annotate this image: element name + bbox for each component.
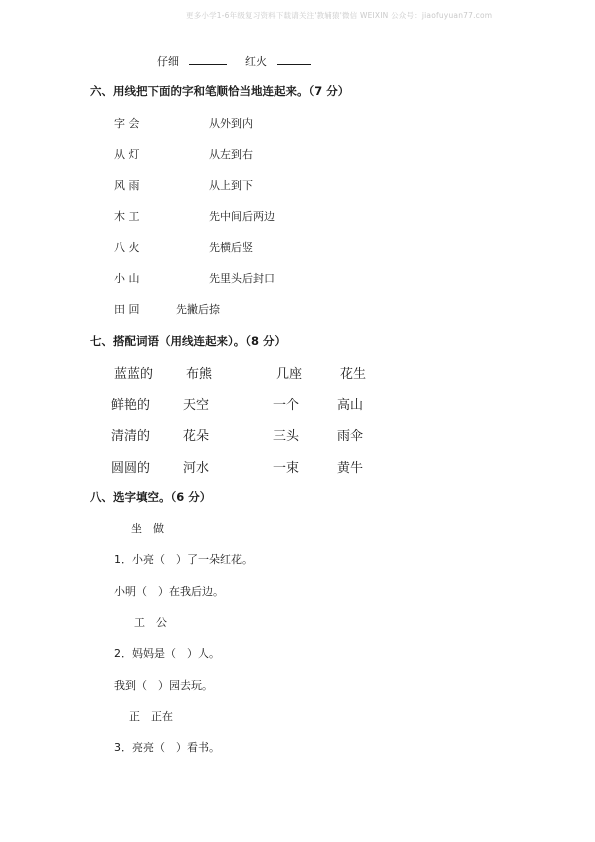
s7-col4-item: 高山 xyxy=(337,398,364,413)
fill-item-2 xyxy=(245,52,311,69)
watermark-text: 更多小学1-6年级复习资料下载请关注'教辅猿'微信 WEIXIN 公众号：jiaofuyuan77.com xyxy=(186,11,493,20)
s6-right-item: 先撇后捺 xyxy=(176,303,220,316)
s7-col2-item: 河水 xyxy=(183,461,210,476)
s8-question-1a: 1．小亮（ ）了一朵红花。 xyxy=(114,553,253,566)
s6-left-item: 八 火 xyxy=(114,241,140,254)
s8-choice-pair-1: 坐 做 xyxy=(131,522,164,535)
s7-col1-item: 圆圆的 xyxy=(111,461,151,476)
s8-choice-pair-2: 工 公 xyxy=(134,616,167,629)
s6-right-item: 先中间后两边 xyxy=(209,210,275,223)
s7-col3-item: 一束 xyxy=(273,461,300,476)
fill-item-1 xyxy=(157,52,227,69)
s7-col1-item: 蓝蓝的 xyxy=(114,367,154,382)
s8-question-3a: 3．亮亮（ ）看书。 xyxy=(114,741,220,754)
s6-left-item: 字 会 xyxy=(114,117,140,130)
s8-choice-pair-3: 正 正在 xyxy=(129,710,173,723)
fill-blank-1[interactable] xyxy=(189,52,227,65)
fill-item-2-label: 红火 xyxy=(245,55,267,68)
s6-right-item: 先里头后封口 xyxy=(209,272,275,285)
s8-question-2b: 我到（ ）园去玩。 xyxy=(114,679,213,692)
fill-item-1-label: 仔细 xyxy=(157,55,179,68)
s7-col3-item: 一个 xyxy=(273,398,300,413)
s6-left-item: 小 山 xyxy=(114,272,140,285)
s6-left-item: 风 雨 xyxy=(114,179,140,192)
s6-left-item: 木 工 xyxy=(114,210,140,223)
s7-col3-item: 三头 xyxy=(273,429,300,444)
section7-heading: 七、搭配词语（用线连起来）。（8 分） xyxy=(90,334,287,348)
fill-blank-2[interactable] xyxy=(277,52,311,65)
s6-left-item: 从 灯 xyxy=(114,148,140,161)
s7-col2-item: 花朵 xyxy=(183,429,210,444)
s7-col1-item: 鲜艳的 xyxy=(111,398,151,413)
s6-right-item: 从左到右 xyxy=(209,148,253,161)
s6-right-item: 从外到内 xyxy=(209,117,253,130)
s7-col3-item: 几座 xyxy=(276,367,303,382)
s7-col4-item: 花生 xyxy=(340,367,367,382)
s6-right-item: 先横后竖 xyxy=(209,241,253,254)
s7-col4-item: 雨伞 xyxy=(337,429,364,444)
s8-question-1b: 小明（ ）在我后边。 xyxy=(114,585,224,598)
s7-col4-item: 黄牛 xyxy=(337,461,364,476)
s6-left-item: 田 回 xyxy=(114,303,140,316)
s6-right-item: 从上到下 xyxy=(209,179,253,192)
section8-heading: 八、选字填空。（6 分） xyxy=(90,490,212,504)
s7-col1-item: 清清的 xyxy=(111,429,151,444)
s8-question-2a: 2．妈妈是（ ）人。 xyxy=(114,647,220,660)
s7-col2-item: 布熊 xyxy=(186,367,213,382)
s7-col2-item: 天空 xyxy=(183,398,210,413)
section6-heading: 六、用线把下面的字和笔顺恰当地连起来。（7 分） xyxy=(90,84,350,98)
